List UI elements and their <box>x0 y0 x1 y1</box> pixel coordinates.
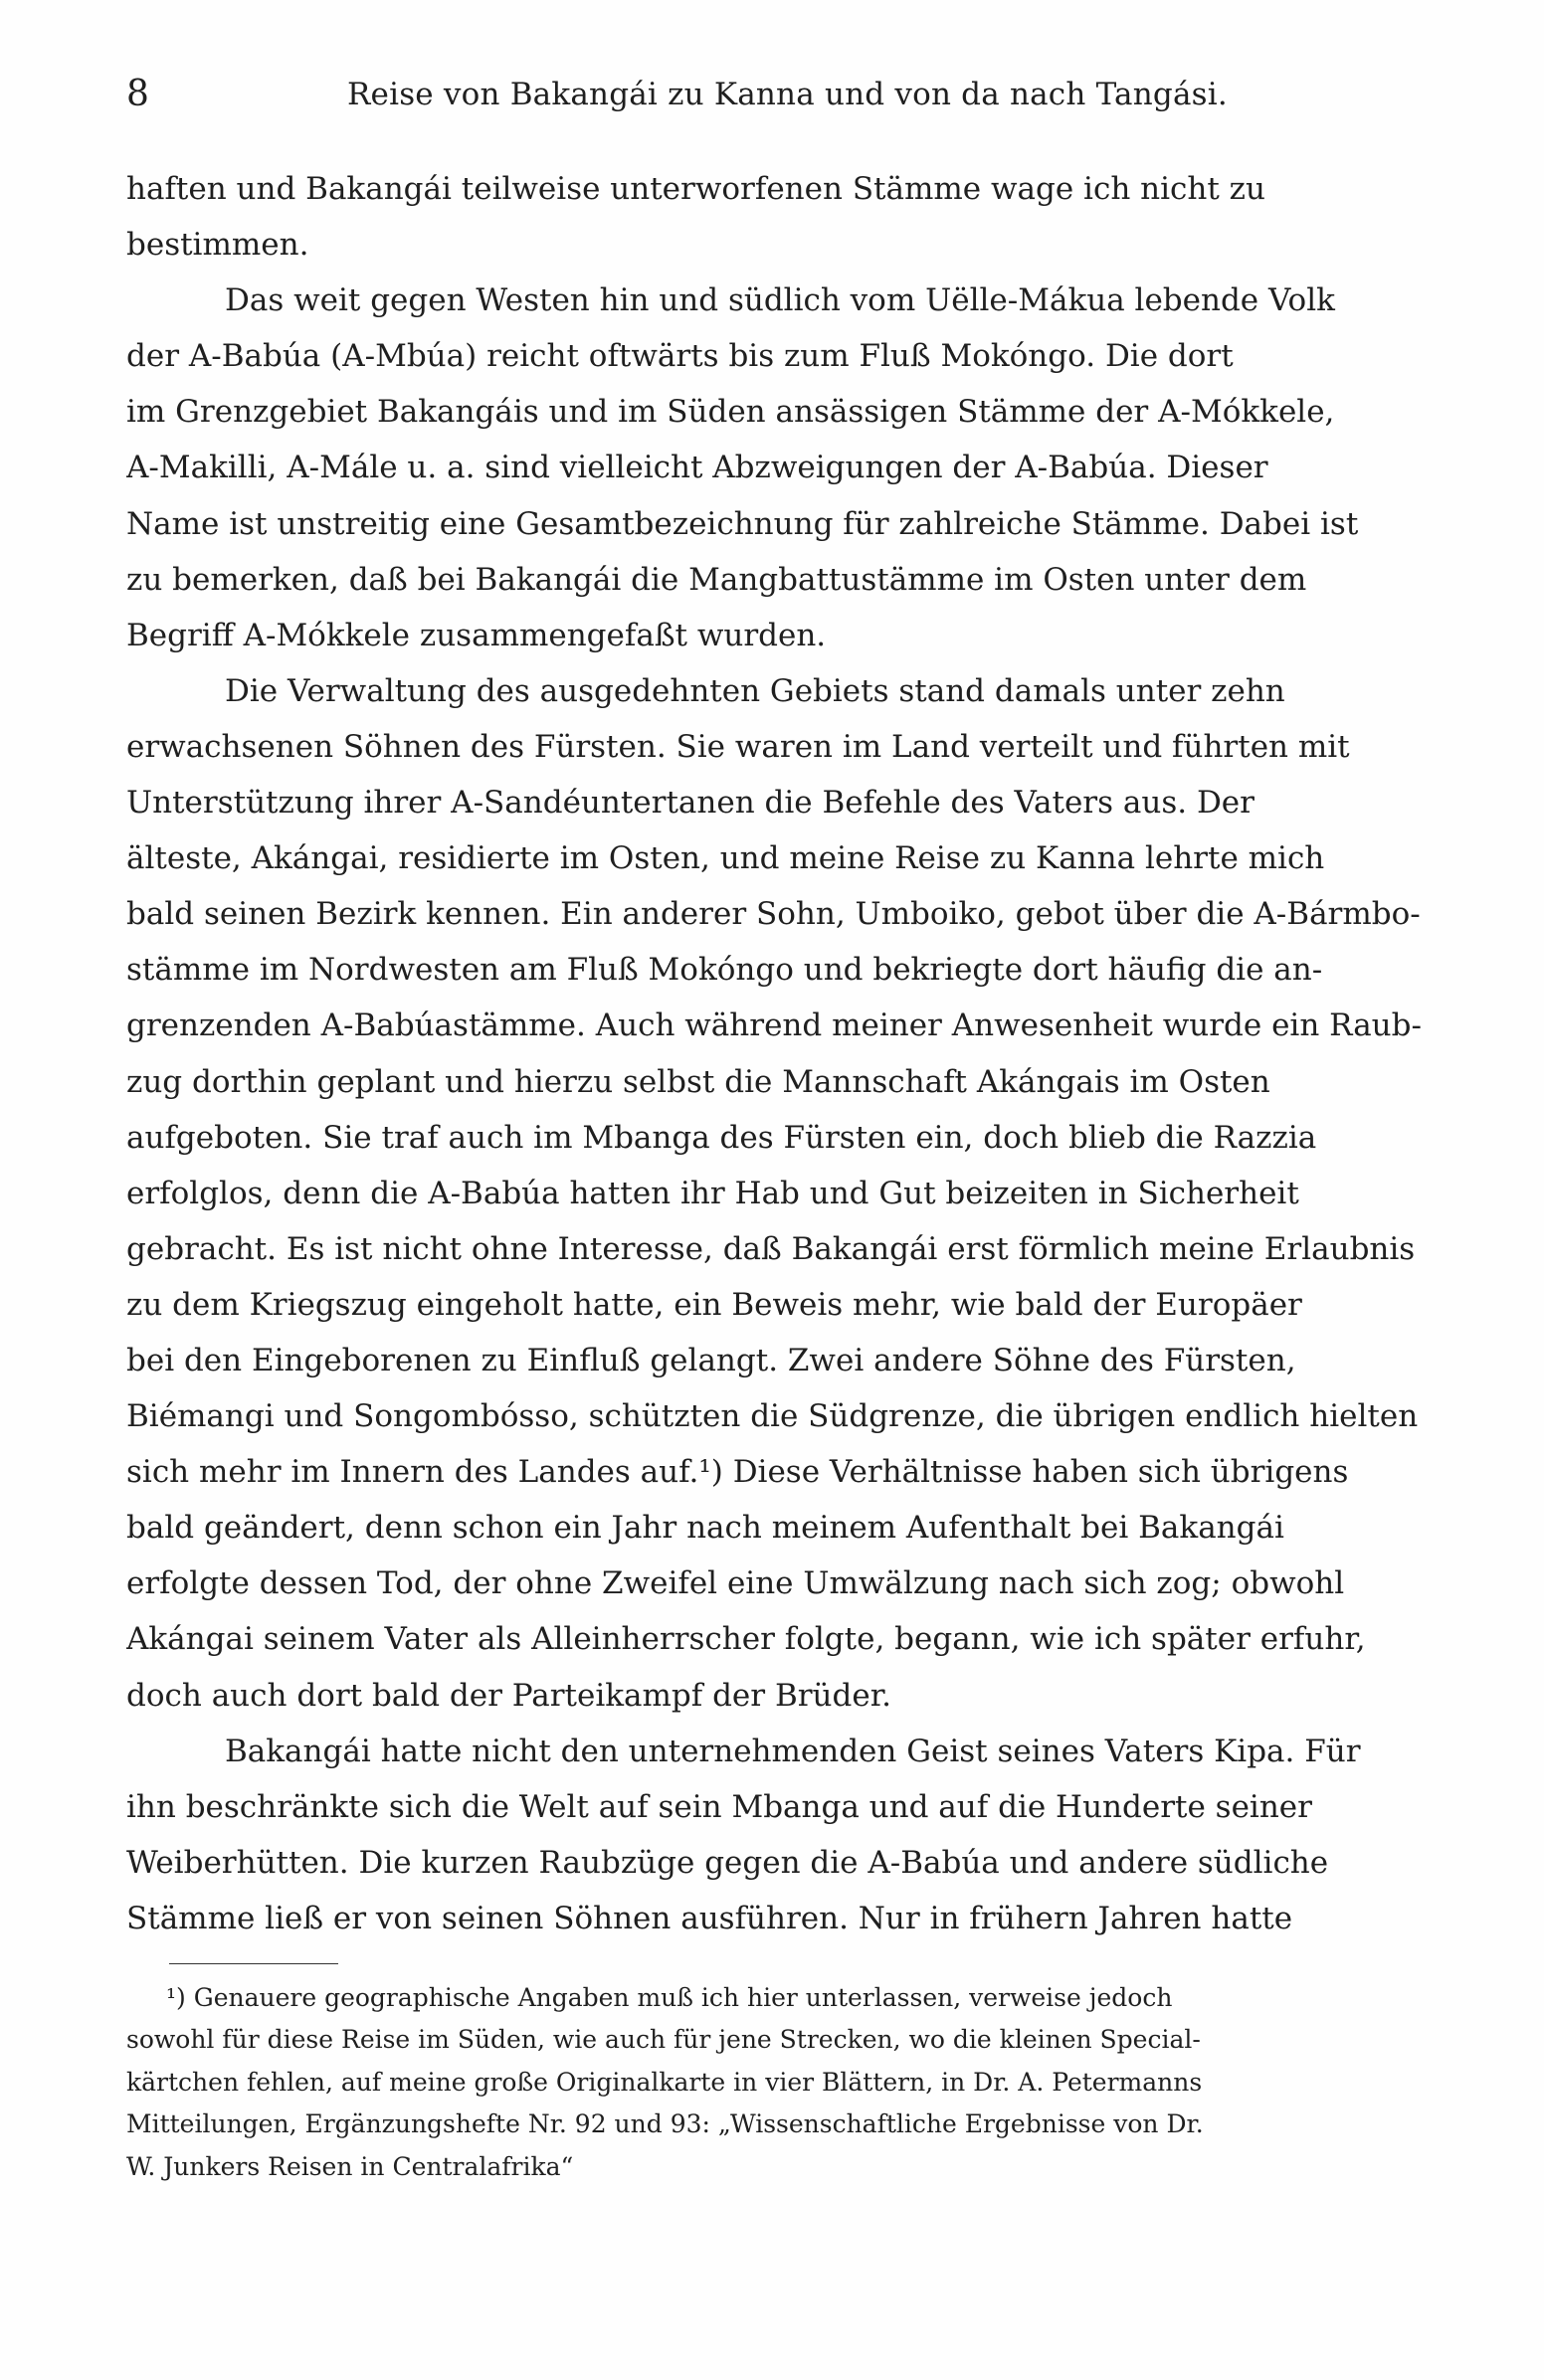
text-line: A-Makilli, A-Mále u. a. sind vielleicht Abzweigungen der A-Babúa. Dieser <box>126 450 1268 486</box>
text-line: bald geändert, denn schon ein Jahr nach meinem Aufenthalt bei Bakangái <box>126 1510 1284 1547</box>
text-line: bestimmen. <box>126 227 309 264</box>
page-number: 8 <box>126 74 149 114</box>
text-line: stämme im Nordwesten am Fluß Mokóngo und bekriegte dort häufig die an- <box>126 952 1323 989</box>
text-line: haften und Bakangái teilweise unterworfenen Stämme wage ich nicht zu <box>126 171 1265 207</box>
text-line: Unterstützung ihrer A-Sandéuntertanen die Befehle des Vaters aus. Der <box>126 785 1254 822</box>
running-title: Reise von Bakangái zu Kanna und von da nach Tangási. <box>347 77 1228 112</box>
text-line: Stämme ließ er von seinen Söhnen ausführen. Nur in frühern Jahren hatte <box>126 1900 1293 1936</box>
text-line: sich mehr im Innern des Landes auf.¹) Diese Verhältnisse haben sich übrigens <box>126 1454 1349 1491</box>
footnote-line: kärtchen fehlen, auf meine große Originalkarte in vier Blättern, in Dr. A. Petermanns <box>126 2067 1203 2097</box>
text-line: erfolglos, denn die A-Babúa hatten ihr Hab und Gut beizeiten in Sicherheit <box>126 1175 1299 1211</box>
text-line: zu bemerken, daß bei Bakangái die Mangbattustämme im Osten unter dem <box>126 561 1307 598</box>
text-line: Name ist unstreitig eine Gesamtbezeichnung für zahlreiche Stämme. Dabei ist <box>126 505 1359 542</box>
footnote-line: ¹) Genauere geographische Angaben muß ich hier unterlassen, verweise jedoch <box>166 1983 1173 2012</box>
footnote-line: Mitteilungen, Ergänzungshefte Nr. 92 und 93: „Wissenschaftliche Ergebnisse von Dr. <box>126 2109 1204 2139</box>
text-line: Das weit gegen Westen hin und südlich vom Uëlle-Mákua lebende Volk <box>225 282 1335 319</box>
text-line: Weiberhütten. Die kurzen Raubzüge gegen die A-Babúa und andere südliche <box>126 1844 1329 1881</box>
text-line: erfolgte dessen Tod, der ohne Zweifel eine Umwälzung nach sich zog; obwohl <box>126 1565 1345 1602</box>
footnote-line: W. Junkers Reisen in Centralafrika“ <box>126 2151 574 2181</box>
text-line: zug dorthin geplant und hierzu selbst die Mannschaft Akángais im Osten <box>126 1063 1270 1100</box>
text-line: Die Verwaltung des ausgedehnten Gebiets stand damals unter zehn <box>225 672 1285 709</box>
text-line: bald seinen Bezirk kennen. Ein anderer Sohn, Umboiko, gebot über die A-Bármbo- <box>126 896 1421 933</box>
text-line: Biémangi und Songombósso, schützten die Südgrenze, die übrigen endlich hielten <box>126 1398 1419 1435</box>
footnote <box>126 1977 1423 2188</box>
text-line: Begriff A-Mókkele zusammengefaßt wurden. <box>126 617 827 653</box>
text-line: Akángai seinem Vater als Alleinherrscher folgte, begann, wie ich später erfuhr, <box>126 1621 1366 1658</box>
text-line: erwachsenen Söhnen des Fürsten. Sie waren im Land verteilt und führten mit <box>126 728 1350 765</box>
text-line: Bakangái hatte nicht den unternehmenden Geist seines Vaters Kipa. Für <box>225 1733 1361 1769</box>
body-text <box>126 161 1423 1946</box>
text-line: älteste, Akángai, residierte im Osten, und meine Reise zu Kanna lehrte mich <box>126 840 1325 877</box>
text-line: im Grenzgebiet Bakangáis und im Süden ansässigen Stämme der A-Mókkele, <box>126 394 1335 431</box>
text-line: der A-Babúa (A-Mbúa) reicht oftwärts bis zum Fluß Mokóngo. Die dort <box>126 338 1234 375</box>
text-line: bei den Eingeborenen zu Einfluß gelangt. Zwei andere Söhne des Fürsten, <box>126 1342 1296 1378</box>
text-line: aufgeboten. Sie traf auch im Mbanga des Fürsten ein, doch blieb die Razzia <box>126 1119 1317 1156</box>
text-line: ihn beschränkte sich die Welt auf sein Mbanga und auf die Hunderte seiner <box>126 1788 1312 1825</box>
text-line: zu dem Kriegszug eingeholt hatte, ein Beweis mehr, wie bald der Europäer <box>126 1286 1302 1323</box>
text-line: gebracht. Es ist nicht ohne Interesse, daß Bakangái erst förmlich meine Erlaubnis <box>126 1230 1416 1267</box>
footnote-divider <box>169 1963 338 1964</box>
text-line: grenzenden A-Babúastämme. Auch während meiner Anwesenheit wurde ein Raub- <box>126 1007 1422 1044</box>
text-line: doch auch dort bald der Parteikampf der Brüder. <box>126 1677 891 1714</box>
footnote-line: sowohl für diese Reise im Süden, wie auch für jene Strecken, wo die kleinen Special- <box>126 2025 1201 2055</box>
running-head <box>126 70 1420 119</box>
